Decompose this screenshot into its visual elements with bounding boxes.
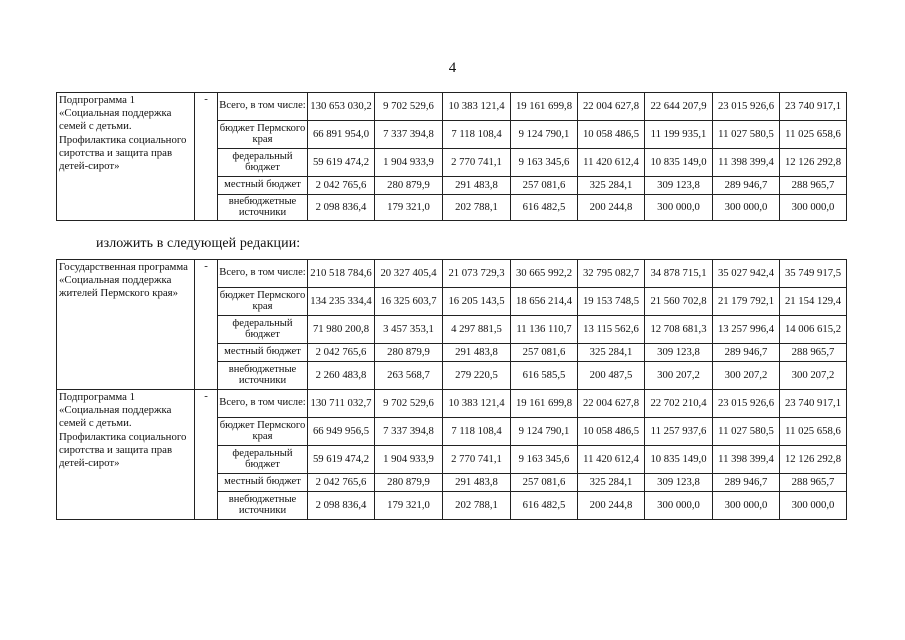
value-cell: 257 081,6 [511,177,578,195]
value-cell: 202 788,1 [443,492,511,520]
dash-cell: - [195,390,218,520]
value-cell: 200 487,5 [578,362,645,390]
value-cell: 279 220,5 [443,362,511,390]
value-cell: 11 420 612,4 [578,149,645,177]
value-cell: 35 749 917,5 [780,260,847,288]
value-cell: 22 702 210,4 [645,390,713,418]
value-cell: 300 000,0 [780,492,847,520]
value-cell: 19 153 748,5 [578,288,645,316]
source-label: местный бюджет [218,177,308,195]
value-cell: 210 518 784,6 [308,260,375,288]
value-cell: 19 161 699,8 [511,390,578,418]
value-cell: 3 457 353,1 [375,316,443,344]
value-cell: 66 949 956,5 [308,418,375,446]
value-cell: 289 946,7 [713,474,780,492]
value-cell: 616 482,5 [511,195,578,221]
source-label: федеральный бюджет [218,316,308,344]
program-name: Государственная программа «Социальная поддержка жителей Пермского края» [57,260,195,390]
value-cell: 10 058 486,5 [578,418,645,446]
value-cell: 11 025 658,6 [780,121,847,149]
value-cell: 289 946,7 [713,344,780,362]
value-cell: 9 124 790,1 [511,121,578,149]
value-cell: 32 795 082,7 [578,260,645,288]
value-cell: 309 123,8 [645,177,713,195]
value-cell: 59 619 474,2 [308,149,375,177]
value-cell: 325 284,1 [578,344,645,362]
source-label: Всего, в том числе: [218,93,308,121]
value-cell: 11 199 935,1 [645,121,713,149]
value-cell: 257 081,6 [511,344,578,362]
value-cell: 11 027 580,5 [713,121,780,149]
value-cell: 13 257 996,4 [713,316,780,344]
value-cell: 200 244,8 [578,195,645,221]
value-cell: 288 965,7 [780,344,847,362]
value-cell: 325 284,1 [578,474,645,492]
value-cell: 11 398 399,4 [713,446,780,474]
table-row [57,93,847,121]
value-cell: 10 383 121,4 [443,390,511,418]
program-name: Подпрограмма 1 «Социальная поддержка семей с детьми. Профилактика социального сиротства и защита прав детей-сирот» [57,93,195,221]
source-label: местный бюджет [218,474,308,492]
value-cell: 1 904 933,9 [375,446,443,474]
value-cell: 2 770 741,1 [443,149,511,177]
value-cell: 280 879,9 [375,177,443,195]
value-cell: 309 123,8 [645,344,713,362]
value-cell: 11 136 110,7 [511,316,578,344]
value-cell: 18 656 214,4 [511,288,578,316]
value-cell: 16 325 603,7 [375,288,443,316]
value-cell: 179 321,0 [375,492,443,520]
value-cell: 257 081,6 [511,474,578,492]
value-cell: 30 665 992,2 [511,260,578,288]
source-label: внебюджетные источники [218,362,308,390]
value-cell: 11 420 612,4 [578,446,645,474]
value-cell: 13 115 562,6 [578,316,645,344]
value-cell: 12 126 292,8 [780,446,847,474]
source-label: местный бюджет [218,344,308,362]
program-name: Подпрограмма 1 «Социальная поддержка семей с детьми. Профилактика социального сиротства и защита прав детей-сирот» [57,390,195,520]
value-cell: 2 770 741,1 [443,446,511,474]
value-cell: 288 965,7 [780,177,847,195]
value-cell: 22 004 627,8 [578,390,645,418]
source-label: федеральный бюджет [218,446,308,474]
value-cell: 200 244,8 [578,492,645,520]
value-cell: 12 126 292,8 [780,149,847,177]
value-cell: 300 000,0 [645,195,713,221]
value-cell: 2 098 836,4 [308,195,375,221]
value-cell: 263 568,7 [375,362,443,390]
value-cell: 291 483,8 [443,344,511,362]
value-cell: 34 878 715,1 [645,260,713,288]
value-cell: 66 891 954,0 [308,121,375,149]
value-cell: 11 027 580,5 [713,418,780,446]
budget-table-new [56,259,847,520]
value-cell: 1 904 933,9 [375,149,443,177]
table-row [57,390,847,418]
value-cell: 300 000,0 [713,195,780,221]
value-cell: 11 398 399,4 [713,149,780,177]
value-cell: 616 482,5 [511,492,578,520]
value-cell: 289 946,7 [713,177,780,195]
value-cell: 12 708 681,3 [645,316,713,344]
value-cell: 2 042 765,6 [308,474,375,492]
value-cell: 300 207,2 [645,362,713,390]
value-cell: 2 098 836,4 [308,492,375,520]
value-cell: 7 118 108,4 [443,418,511,446]
value-cell: 11 257 937,6 [645,418,713,446]
value-cell: 2 042 765,6 [308,344,375,362]
value-cell: 616 585,5 [511,362,578,390]
value-cell: 300 000,0 [713,492,780,520]
value-cell: 7 337 394,8 [375,121,443,149]
value-cell: 280 879,9 [375,344,443,362]
value-cell: 288 965,7 [780,474,847,492]
value-cell: 7 337 394,8 [375,418,443,446]
value-cell: 10 835 149,0 [645,149,713,177]
source-label: федеральный бюджет [218,149,308,177]
source-label: бюджет Пермского края [218,121,308,149]
value-cell: 134 235 334,4 [308,288,375,316]
value-cell: 179 321,0 [375,195,443,221]
source-label: внебюджетные источники [218,195,308,221]
value-cell: 130 711 032,7 [308,390,375,418]
value-cell: 9 163 345,6 [511,446,578,474]
value-cell: 2 042 765,6 [308,177,375,195]
value-cell: 21 154 129,4 [780,288,847,316]
source-label: внебюджетные источники [218,492,308,520]
value-cell: 291 483,8 [443,474,511,492]
source-label: Всего, в том числе: [218,260,308,288]
value-cell: 309 123,8 [645,474,713,492]
dash-cell: - [195,93,218,221]
value-cell: 11 025 658,6 [780,418,847,446]
value-cell: 10 383 121,4 [443,93,511,121]
value-cell: 202 788,1 [443,195,511,221]
value-cell: 9 124 790,1 [511,418,578,446]
value-cell: 300 000,0 [780,195,847,221]
value-cell: 23 015 926,6 [713,93,780,121]
value-cell: 325 284,1 [578,177,645,195]
value-cell: 9 702 529,6 [375,390,443,418]
page-number: 4 [448,60,457,76]
value-cell: 300 000,0 [645,492,713,520]
value-cell: 9 163 345,6 [511,149,578,177]
value-cell: 10 058 486,5 [578,121,645,149]
value-cell: 16 205 143,5 [443,288,511,316]
value-cell: 22 644 207,9 [645,93,713,121]
value-cell: 71 980 200,8 [308,316,375,344]
value-cell: 7 118 108,4 [443,121,511,149]
value-cell: 20 327 405,4 [375,260,443,288]
value-cell: 59 619 474,2 [308,446,375,474]
redaction-instruction: изложить в следующей редакции: [96,236,301,251]
value-cell: 300 207,2 [780,362,847,390]
dash-cell: - [195,260,218,390]
value-cell: 4 297 881,5 [443,316,511,344]
budget-table-old-subprogram [56,92,847,221]
value-cell: 23 740 917,1 [780,390,847,418]
value-cell: 21 560 702,8 [645,288,713,316]
value-cell: 130 653 030,2 [308,93,375,121]
value-cell: 300 207,2 [713,362,780,390]
table-row [57,260,847,288]
value-cell: 19 161 699,8 [511,93,578,121]
value-cell: 14 006 615,2 [780,316,847,344]
value-cell: 21 073 729,3 [443,260,511,288]
value-cell: 2 260 483,8 [308,362,375,390]
value-cell: 23 740 917,1 [780,93,847,121]
value-cell: 9 702 529,6 [375,93,443,121]
source-label: бюджет Пермского края [218,418,308,446]
value-cell: 280 879,9 [375,474,443,492]
value-cell: 291 483,8 [443,177,511,195]
value-cell: 10 835 149,0 [645,446,713,474]
value-cell: 35 027 942,4 [713,260,780,288]
value-cell: 23 015 926,6 [713,390,780,418]
source-label: бюджет Пермского края [218,288,308,316]
source-label: Всего, в том числе: [218,390,308,418]
value-cell: 21 179 792,1 [713,288,780,316]
value-cell: 22 004 627,8 [578,93,645,121]
